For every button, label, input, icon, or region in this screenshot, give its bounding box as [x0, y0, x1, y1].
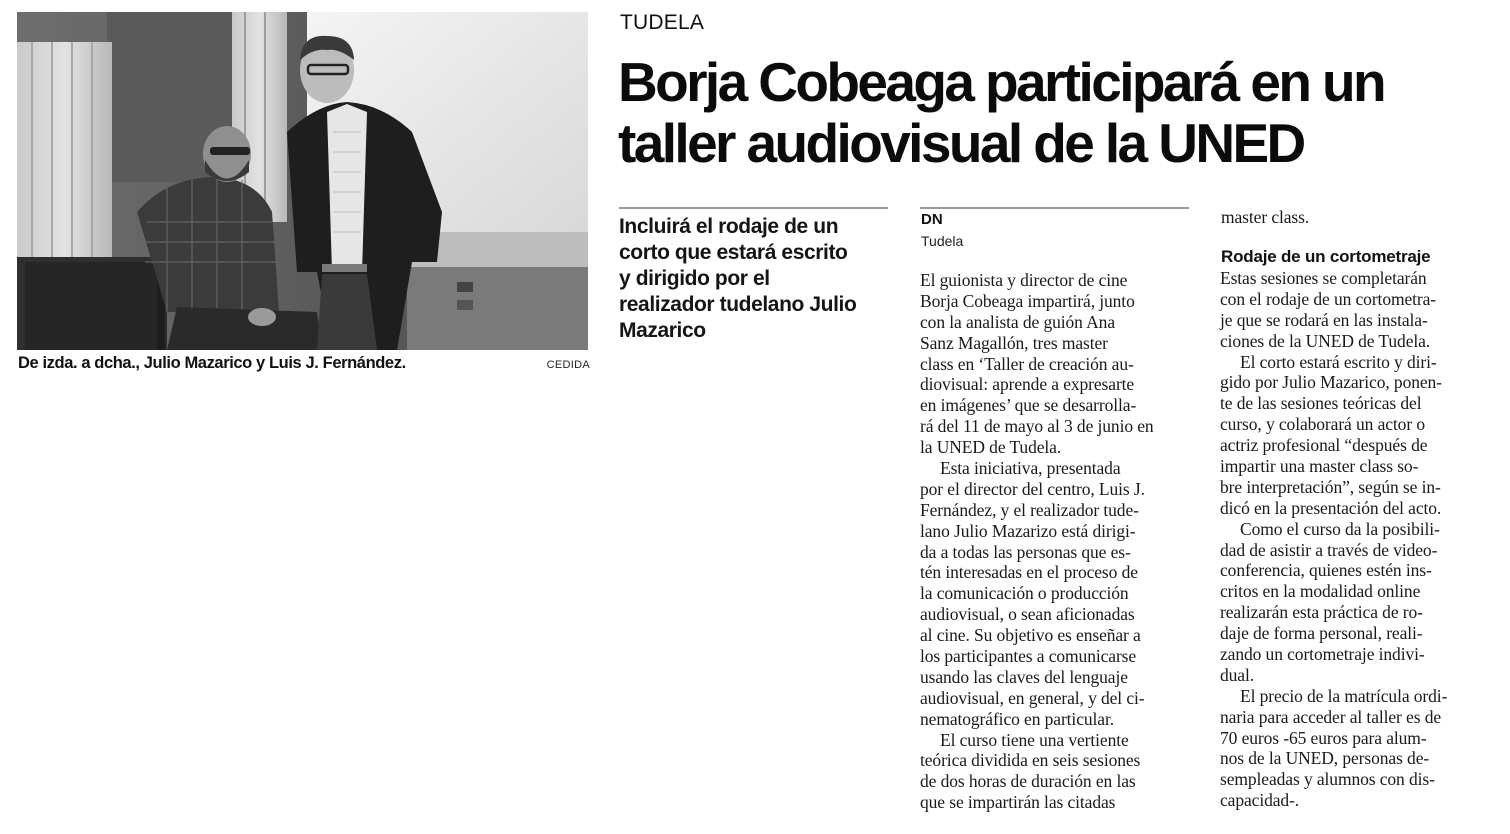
- body-line: nematográfico en particular.: [920, 708, 1114, 729]
- body-line: nos de la UNED, personas de-: [1220, 748, 1430, 769]
- body-line: tén interesadas en el proceso de: [920, 562, 1138, 583]
- body-column-2: [1220, 268, 1505, 811]
- body-line: Esta iniciativa, presentada: [940, 458, 1121, 479]
- subtitle-rule: [619, 207, 888, 209]
- body-column-2-continuation: [1221, 207, 1501, 228]
- body-line: lano Julio Mazarizo está dirigi-: [920, 520, 1136, 541]
- section-label: TUDELA: [620, 11, 705, 34]
- body-line: ciones de la UNED de Tudela.: [1220, 330, 1431, 351]
- body-line: usando las claves del lenguaje: [920, 666, 1128, 687]
- headline-line: Borja Cobeaga participará en un: [618, 51, 1384, 113]
- body-line: diovisual: aprende a expresarte: [920, 374, 1135, 395]
- body-line: los participantes a comunicarse: [920, 646, 1137, 667]
- body-line: daje de forma personal, reali-: [1220, 623, 1423, 644]
- article-photo: [17, 12, 588, 350]
- subtitle: [619, 214, 894, 344]
- body-line: sempleadas y alumnos con dis-: [1220, 769, 1435, 790]
- body-line: te de las sesiones teóricas del: [1220, 393, 1422, 414]
- body-line: 70 euros -65 euros para alum-: [1220, 727, 1427, 748]
- body-line: El curso tiene una vertiente: [940, 729, 1129, 750]
- body-line: rá del 11 de mayo al 3 de junio en: [920, 416, 1154, 437]
- byline-rule: [920, 207, 1189, 209]
- body-line: naria para acceder al taller es de: [1220, 706, 1442, 727]
- headline: [618, 52, 1498, 174]
- headline-line: taller audiovisual de la UNED: [618, 112, 1304, 174]
- photo-credit: CEDIDA: [546, 359, 590, 371]
- subtitle-line: y dirigido por el: [619, 267, 770, 290]
- body-line: master class.: [1221, 207, 1310, 227]
- body-line: por el director del centro, Luis J.: [920, 478, 1145, 499]
- body-line: la comunicación o producción: [920, 583, 1129, 604]
- body-line: dicó en la presentación del acto.: [1220, 497, 1442, 518]
- body-line: zando un cortometraje indivi-: [1220, 644, 1425, 665]
- body-line: conferencia, quienes estén ins-: [1220, 560, 1432, 581]
- body-line: dad de asistir a través de video-: [1220, 539, 1438, 560]
- body-line: El corto estará escrito y diri-: [1240, 351, 1437, 372]
- body-line: la UNED de Tudela.: [920, 437, 1062, 458]
- body-line: teórica dividida en seis sesiones: [920, 750, 1141, 771]
- body-line: class en ‘Taller de creación au-: [920, 353, 1134, 374]
- body-line: impartir una master class so-: [1220, 456, 1419, 477]
- body-line: bre interpretación”, según se in-: [1220, 476, 1441, 497]
- body-line: El guionista y director de cine: [920, 270, 1128, 290]
- body-line: audiovisual, en general, y del ci-: [920, 687, 1145, 708]
- body-line: realizarán esta práctica de ro-: [1220, 602, 1423, 623]
- body-line: Estas sesiones se completarán: [1220, 268, 1427, 288]
- body-line: actriz profesional “después de: [1220, 435, 1428, 456]
- body-line: de dos horas de duración en las: [920, 771, 1136, 792]
- body-line: con la analista de guión Ana: [920, 311, 1115, 332]
- body-line: da a todas las personas que es-: [920, 541, 1131, 562]
- body-line: capacidad-.: [1220, 790, 1300, 811]
- body-line: Sanz Magallón, tres master: [920, 332, 1108, 353]
- body-column-1: [920, 270, 1195, 813]
- section-subhead: Rodaje de un cortometraje: [1221, 247, 1431, 266]
- photo-caption: De izda. a dcha., Julio Mazarico y Luis J. Fernández.: [18, 354, 406, 372]
- body-line: Borja Cobeaga impartirá, junto: [920, 290, 1135, 311]
- body-line: El precio de la matrícula ordi-: [1240, 685, 1448, 706]
- subtitle-line: realizador tudelano Julio: [619, 293, 857, 316]
- body-line: critos en la modalidad online: [1220, 581, 1421, 602]
- body-line: con el rodaje de un cortometra-: [1220, 288, 1437, 309]
- byline-source: DN: [921, 211, 943, 228]
- body-line: que se impartirán las citadas: [920, 792, 1116, 813]
- body-line: curso, y colaborará un actor o: [1220, 414, 1425, 435]
- subtitle-line: corto que estará escrito: [619, 241, 848, 264]
- photo-scene: [17, 12, 588, 350]
- body-line: al cine. Su objetivo es enseñar a: [920, 625, 1141, 646]
- body-line: gido por Julio Mazarico, ponen-: [1220, 372, 1442, 393]
- body-line: Como el curso da la posibili-: [1240, 518, 1440, 539]
- body-line: dual.: [1220, 664, 1255, 685]
- subtitle-line: Mazarico: [619, 319, 706, 342]
- body-line: audiovisual, o sean aficionadas: [920, 604, 1135, 625]
- body-line: je que se rodará en las instala-: [1220, 309, 1428, 330]
- body-line: en imágenes’ que se desarrolla-: [920, 395, 1137, 416]
- subtitle-line: Incluirá el rodaje de un: [619, 215, 839, 238]
- byline-place: Tudela: [921, 233, 964, 249]
- body-line: Fernández, y el realizador tude-: [920, 499, 1139, 520]
